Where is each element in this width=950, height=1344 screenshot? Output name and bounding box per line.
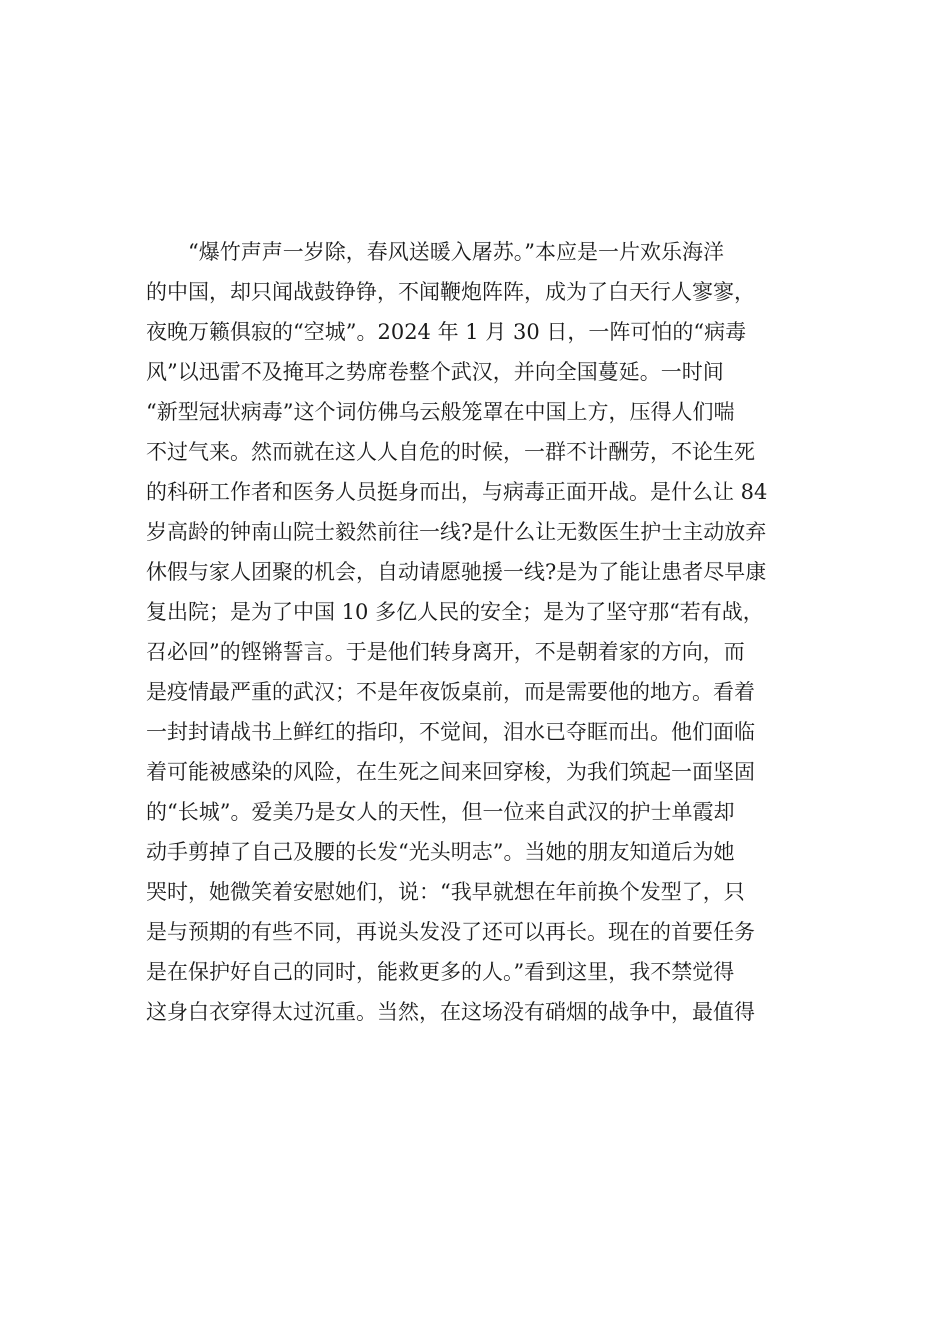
text-line: 是与预期的有些不同，再说头发没了还可以再长。现在的首要任务 xyxy=(146,920,755,944)
text-line: 不过气来。然而就在这人人自危的时候，一群不计酬劳，不论生死 xyxy=(146,440,755,464)
text-line: 着可能被感染的风险，在生死之间来回穿梭，为我们筑起一面坚固 xyxy=(146,760,755,784)
text-line: 哭时，她微笑着安慰她们，说：“我早就想在年前换个发型了，只 xyxy=(146,880,745,904)
text-line: 召必回”的铿锵誓言。于是他们转身离开，不是朝着家的方向，而 xyxy=(146,640,745,664)
text-line: 是疫情最严重的武汉；不是年夜饭桌前，而是需要他的地方。看着 xyxy=(146,680,755,704)
text-line: 是在保护好自己的同时，能救更多的人。”看到这里，我不禁觉得 xyxy=(146,960,735,984)
text-line: 复出院；是为了中国 10 多亿人民的安全；是为了坚守那“若有战， xyxy=(146,600,764,624)
text-line: “新型冠状病毒”这个词仿佛乌云般笼罩在中国上方，压得人们喘 xyxy=(146,400,735,424)
text-line: 休假与家人团聚的机会，自动请愿驰援一线?是为了能让患者尽早康 xyxy=(146,560,767,584)
text-line: 夜晚万籁俱寂的“空城”。2024 年 1 月 30 日，一阵可怕的“病毒 xyxy=(146,320,747,344)
text-line: 的“长城”。爱美乃是女人的天性，但一位来自武汉的护士单霞却 xyxy=(146,800,735,824)
text-line: 的中国，却只闻战鼓铮铮，不闻鞭炮阵阵，成为了白天行人寥寥， xyxy=(146,280,755,304)
text-line: 的科研工作者和医务人员挺身而出，与病毒正面开战。是什么让 84 xyxy=(146,480,768,504)
text-line: “爆竹声声一岁除，春风送暖入屠苏。”本应是一片欢乐海洋 xyxy=(188,240,724,264)
text-line: 岁高龄的钟南山院士毅然前往一线?是什么让无数医生护士主动放弃 xyxy=(146,520,767,544)
text-line: 这身白衣穿得太过沉重。当然，在这场没有硝烟的战争中，最值得 xyxy=(146,1000,755,1024)
text-line: 一封封请战书上鲜红的指印，不觉间，泪水已夺眶而出。他们面临 xyxy=(146,720,755,744)
body-paragraph xyxy=(146,232,806,1032)
text-line: 风”以迅雷不及掩耳之势席卷整个武汉，并向全国蔓延。一时间 xyxy=(146,360,724,384)
text-line: 动手剪掉了自己及腰的长发“光头明志”。当她的朋友知道后为她 xyxy=(146,840,735,864)
